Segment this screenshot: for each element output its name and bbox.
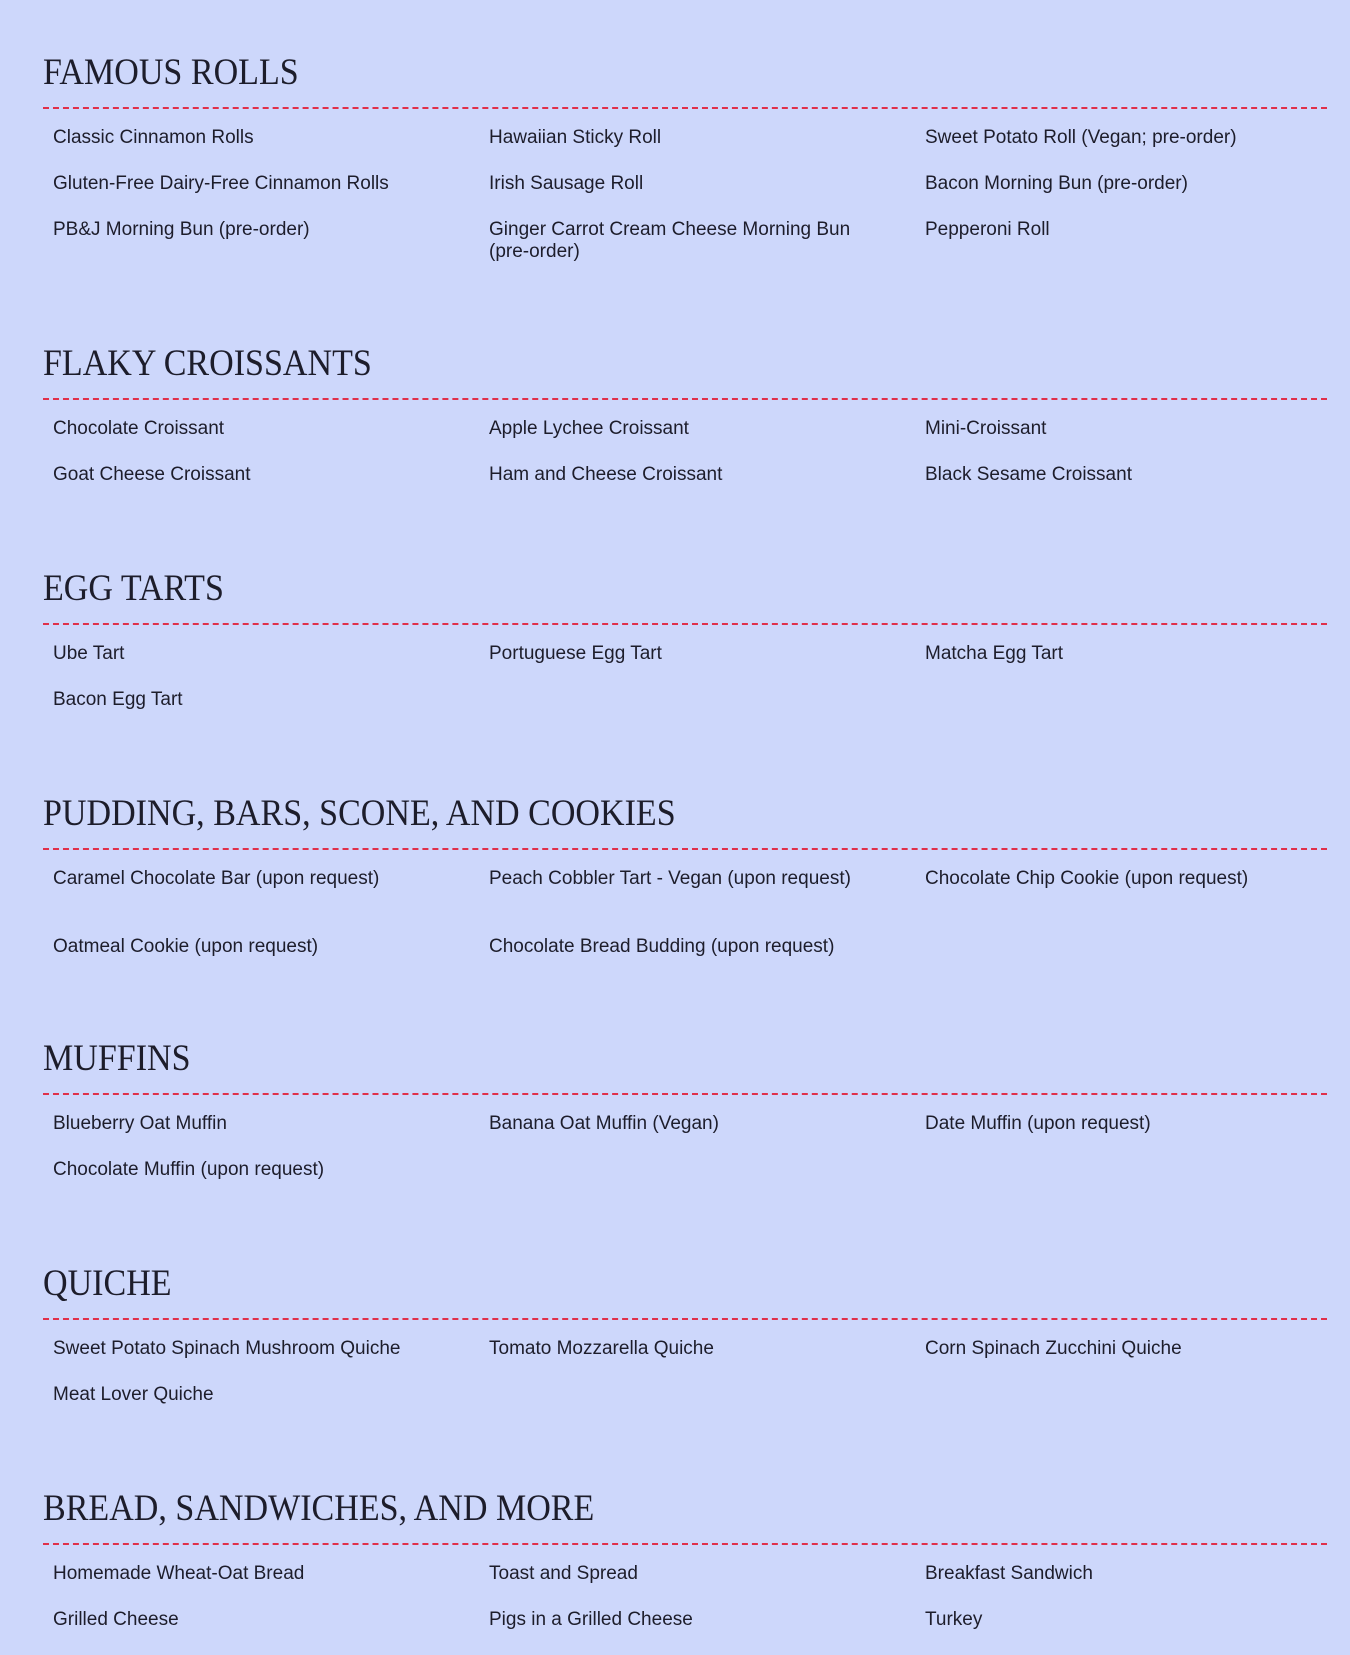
- menu-item: Chocolate Croissant: [53, 418, 225, 439]
- menu-item: Grilled Cheese: [53, 1609, 179, 1630]
- section-title: EGG TARTS: [43, 568, 224, 609]
- menu-item: Classic Cinnamon Rolls: [53, 127, 254, 148]
- section-title: QUICHE: [43, 1263, 172, 1304]
- menu-item-grid: [43, 1545, 1327, 1655]
- menu-item: PB&J Morning Bun (pre-order): [53, 219, 310, 240]
- section-title: BREAD, SANDWICHES, AND MORE: [43, 1488, 595, 1529]
- menu-item: Homemade Wheat-Oat Bread: [53, 1563, 305, 1584]
- section-title: FAMOUS ROLLS: [43, 52, 299, 93]
- menu-item: Bacon Morning Bun (pre-order): [925, 173, 1188, 194]
- menu-item: Blueberry Oat Muffin: [53, 1113, 227, 1134]
- menu-item: Date Muffin (upon request): [925, 1113, 1151, 1134]
- menu-item: Banana Oat Muffin (Vegan): [489, 1113, 719, 1134]
- menu-item: Mini-Croissant: [925, 418, 1047, 439]
- menu-item: Bacon Egg Tart: [53, 689, 183, 710]
- menu-item: Sweet Potato Spinach Mushroom Quiche: [53, 1338, 401, 1359]
- menu-item: Pigs in a Grilled Cheese: [489, 1609, 693, 1630]
- section-bread-sandwiches-more: [43, 1430, 1327, 1655]
- menu-item: Meat Lover Quiche: [53, 1384, 214, 1405]
- menu-item: Toast and Spread: [489, 1563, 638, 1584]
- menu-item: Irish Sausage Roll: [489, 173, 644, 194]
- menu-item: Goat Cheese Croissant: [53, 464, 251, 485]
- menu-item-grid: [43, 625, 1327, 735]
- menu-item: Breakfast Sandwich: [925, 1563, 1093, 1584]
- section-quiche: [43, 1205, 1327, 1430]
- section-pudding-bars-scone-cookies: [43, 735, 1327, 982]
- section-title: PUDDING, BARS, SCONE, AND COOKIES: [43, 793, 676, 834]
- menu-item-grid: [43, 850, 1327, 982]
- menu-item: Pepperoni Roll: [925, 219, 1050, 240]
- menu-item-grid: [43, 1095, 1327, 1205]
- menu-item: Peach Cobbler Tart - Vegan (upon request): [489, 868, 851, 889]
- menu-item: Chocolate Muffin (upon request): [53, 1159, 325, 1180]
- menu-item: Ham and Cheese Croissant: [489, 464, 723, 485]
- menu-item-grid: [43, 109, 1327, 287]
- menu-item-grid: [43, 400, 1327, 510]
- menu-item: Sweet Potato Roll (Vegan; pre-order): [925, 127, 1237, 148]
- section-muffins: [43, 982, 1327, 1205]
- section-famous-rolls: [43, 0, 1327, 287]
- menu-item: Caramel Chocolate Bar (upon request): [53, 868, 380, 889]
- menu-item: Ube Tart: [53, 643, 125, 664]
- menu-item: Portuguese Egg Tart: [489, 643, 662, 664]
- menu-item: Black Sesame Croissant: [925, 464, 1132, 485]
- menu-item: Corn Spinach Zucchini Quiche: [925, 1338, 1182, 1359]
- section-title: FLAKY CROISSANTS: [43, 343, 372, 384]
- menu-item: Turkey: [925, 1609, 983, 1630]
- menu-item: Chocolate Bread Budding (upon request): [489, 936, 835, 957]
- menu-item: Chocolate Chip Cookie (upon request): [925, 868, 1249, 889]
- menu: [43, 0, 1327, 1655]
- menu-item: Ginger Carrot Cream Cheese Morning Bun (pre-order): [489, 219, 851, 262]
- menu-item: Matcha Egg Tart: [925, 643, 1064, 664]
- menu-item-grid: [43, 1320, 1327, 1430]
- section-egg-tarts: [43, 510, 1327, 735]
- menu-item: Oatmeal Cookie (upon request): [53, 936, 319, 957]
- menu-item: Hawaiian Sticky Roll: [489, 127, 662, 148]
- menu-item: Apple Lychee Croissant: [489, 418, 689, 439]
- menu-item: Gluten-Free Dairy-Free Cinnamon Rolls: [53, 173, 389, 194]
- menu-item: Tomato Mozzarella Quiche: [489, 1338, 714, 1359]
- section-flaky-croissants: [43, 287, 1327, 510]
- section-title: MUFFINS: [43, 1038, 191, 1079]
